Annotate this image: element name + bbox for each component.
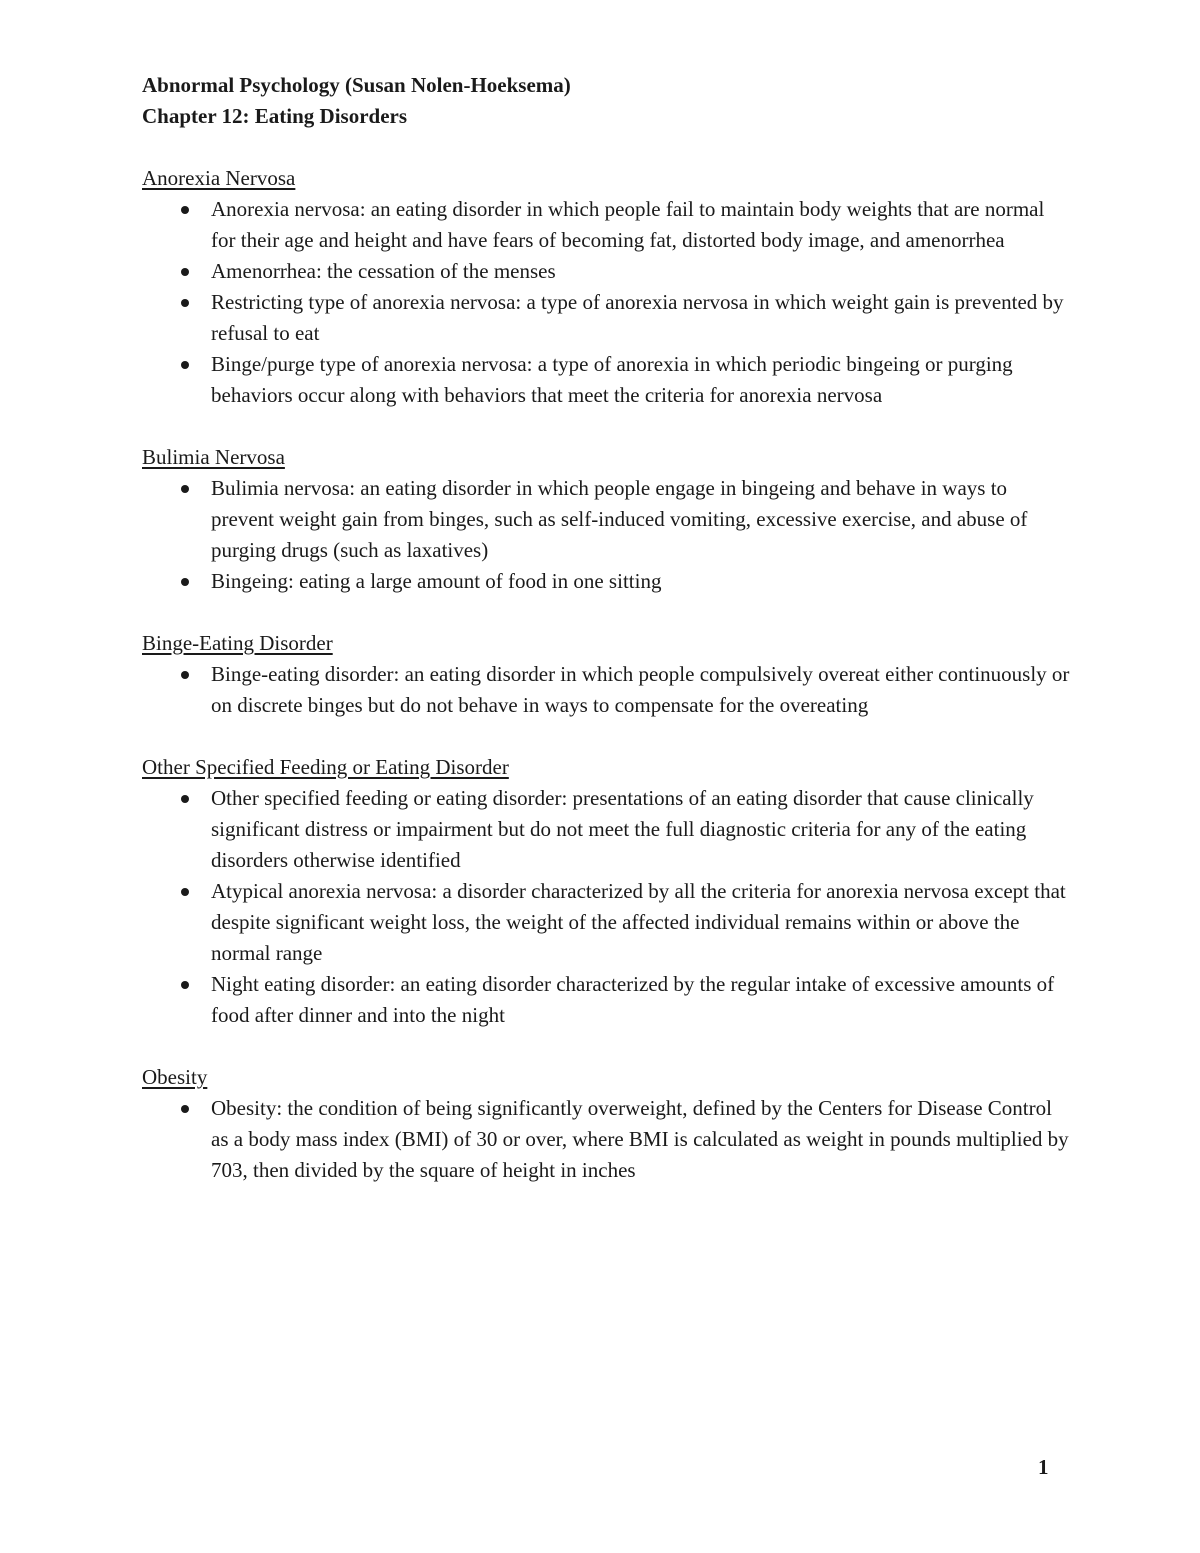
section-bulimia-nervosa bbox=[142, 442, 1072, 597]
list-item-text: Amenorrhea: the cessation of the menses bbox=[211, 259, 556, 283]
bullet-list bbox=[142, 473, 1072, 597]
list-item-text: Atypical anorexia nervosa: a disorder characterized by all the criteria for anorexia nervosa except that despite significant weight loss, the weight of the affected individual remains within or above the normal range bbox=[211, 879, 1066, 965]
document-title: Abnormal Psychology (Susan Nolen-Hoeksema) bbox=[142, 73, 571, 97]
section-heading: Anorexia Nervosa bbox=[142, 166, 296, 190]
page-number: 1 bbox=[1038, 1455, 1049, 1479]
bullet-icon bbox=[181, 671, 189, 679]
bullet-icon bbox=[181, 1105, 189, 1113]
document-body bbox=[142, 70, 1072, 1186]
bullet-list bbox=[142, 659, 1072, 721]
bullet-list bbox=[142, 1093, 1072, 1186]
bullet-icon bbox=[181, 795, 189, 803]
bullet-icon bbox=[181, 888, 189, 896]
bullet-list bbox=[142, 194, 1072, 411]
list-item bbox=[142, 969, 1072, 1031]
bullet-icon bbox=[181, 981, 189, 989]
list-item-text: Anorexia nervosa: an eating disorder in which people fail to maintain body weights that are normal for their age and height and have fears of becoming fat, distorted body image, and amenorrhea bbox=[211, 197, 1045, 252]
section-heading: Binge-Eating Disorder bbox=[142, 631, 333, 655]
list-item-text: Bulimia nervosa: an eating disorder in which people engage in bingeing and behave in ways to prevent weight gain from binges, such as self-induced vomiting, excessive exercise, and abuse of purging drugs (such as laxatives) bbox=[211, 476, 1028, 562]
list-item bbox=[142, 287, 1072, 349]
bullet-icon bbox=[181, 268, 189, 276]
list-item-text: Bingeing: eating a large amount of food in one sitting bbox=[211, 569, 662, 593]
list-item bbox=[142, 256, 1072, 287]
section-heading: Bulimia Nervosa bbox=[142, 445, 285, 469]
list-item bbox=[142, 1093, 1072, 1186]
bullet-icon bbox=[181, 299, 189, 307]
section-other-specified-feeding bbox=[142, 752, 1072, 1031]
bullet-icon bbox=[181, 206, 189, 214]
list-item bbox=[142, 659, 1072, 721]
list-item-text: Binge-eating disorder: an eating disorder in which people compulsively overeat either continuously or on discrete binges but do not behave in ways to compensate for the overeating bbox=[211, 662, 1070, 717]
section-binge-eating-disorder bbox=[142, 628, 1072, 721]
bullet-icon bbox=[181, 485, 189, 493]
list-item bbox=[142, 349, 1072, 411]
list-item-text: Other specified feeding or eating disorder: presentations of an eating disorder that cause clinically significant distress or impairment but do not meet the full diagnostic criteria for any of the eating disorders otherwise identified bbox=[211, 786, 1034, 872]
bullet-list bbox=[142, 783, 1072, 1031]
section-anorexia-nervosa bbox=[142, 163, 1072, 411]
list-item bbox=[142, 473, 1072, 566]
section-heading: Obesity bbox=[142, 1065, 208, 1089]
list-item-text: Night eating disorder: an eating disorder characterized by the regular intake of excessive amounts of food after dinner and into the night bbox=[211, 972, 1055, 1027]
list-item bbox=[142, 876, 1072, 969]
section-obesity bbox=[142, 1062, 1072, 1186]
bullet-icon bbox=[181, 578, 189, 586]
list-item-text: Obesity: the condition of being significantly overweight, defined by the Centers for Disease Control as a body mass index (BMI) of 30 or over, where BMI is calculated as weight in pounds multiplied by 703, then divided by the square of height in inches bbox=[211, 1096, 1069, 1182]
list-item bbox=[142, 194, 1072, 256]
list-item bbox=[142, 783, 1072, 876]
list-item-text: Restricting type of anorexia nervosa: a type of anorexia nervosa in which weight gain is prevented by refusal to eat bbox=[211, 290, 1064, 345]
list-item bbox=[142, 566, 1072, 597]
list-item-text: Binge/purge type of anorexia nervosa: a type of anorexia in which periodic bingeing or purging behaviors occur along with behaviors that meet the criteria for anorexia nervosa bbox=[211, 352, 1013, 407]
section-heading: Other Specified Feeding or Eating Disorder bbox=[142, 755, 509, 779]
chapter-title: Chapter 12: Eating Disorders bbox=[142, 104, 408, 128]
bullet-icon bbox=[181, 361, 189, 369]
